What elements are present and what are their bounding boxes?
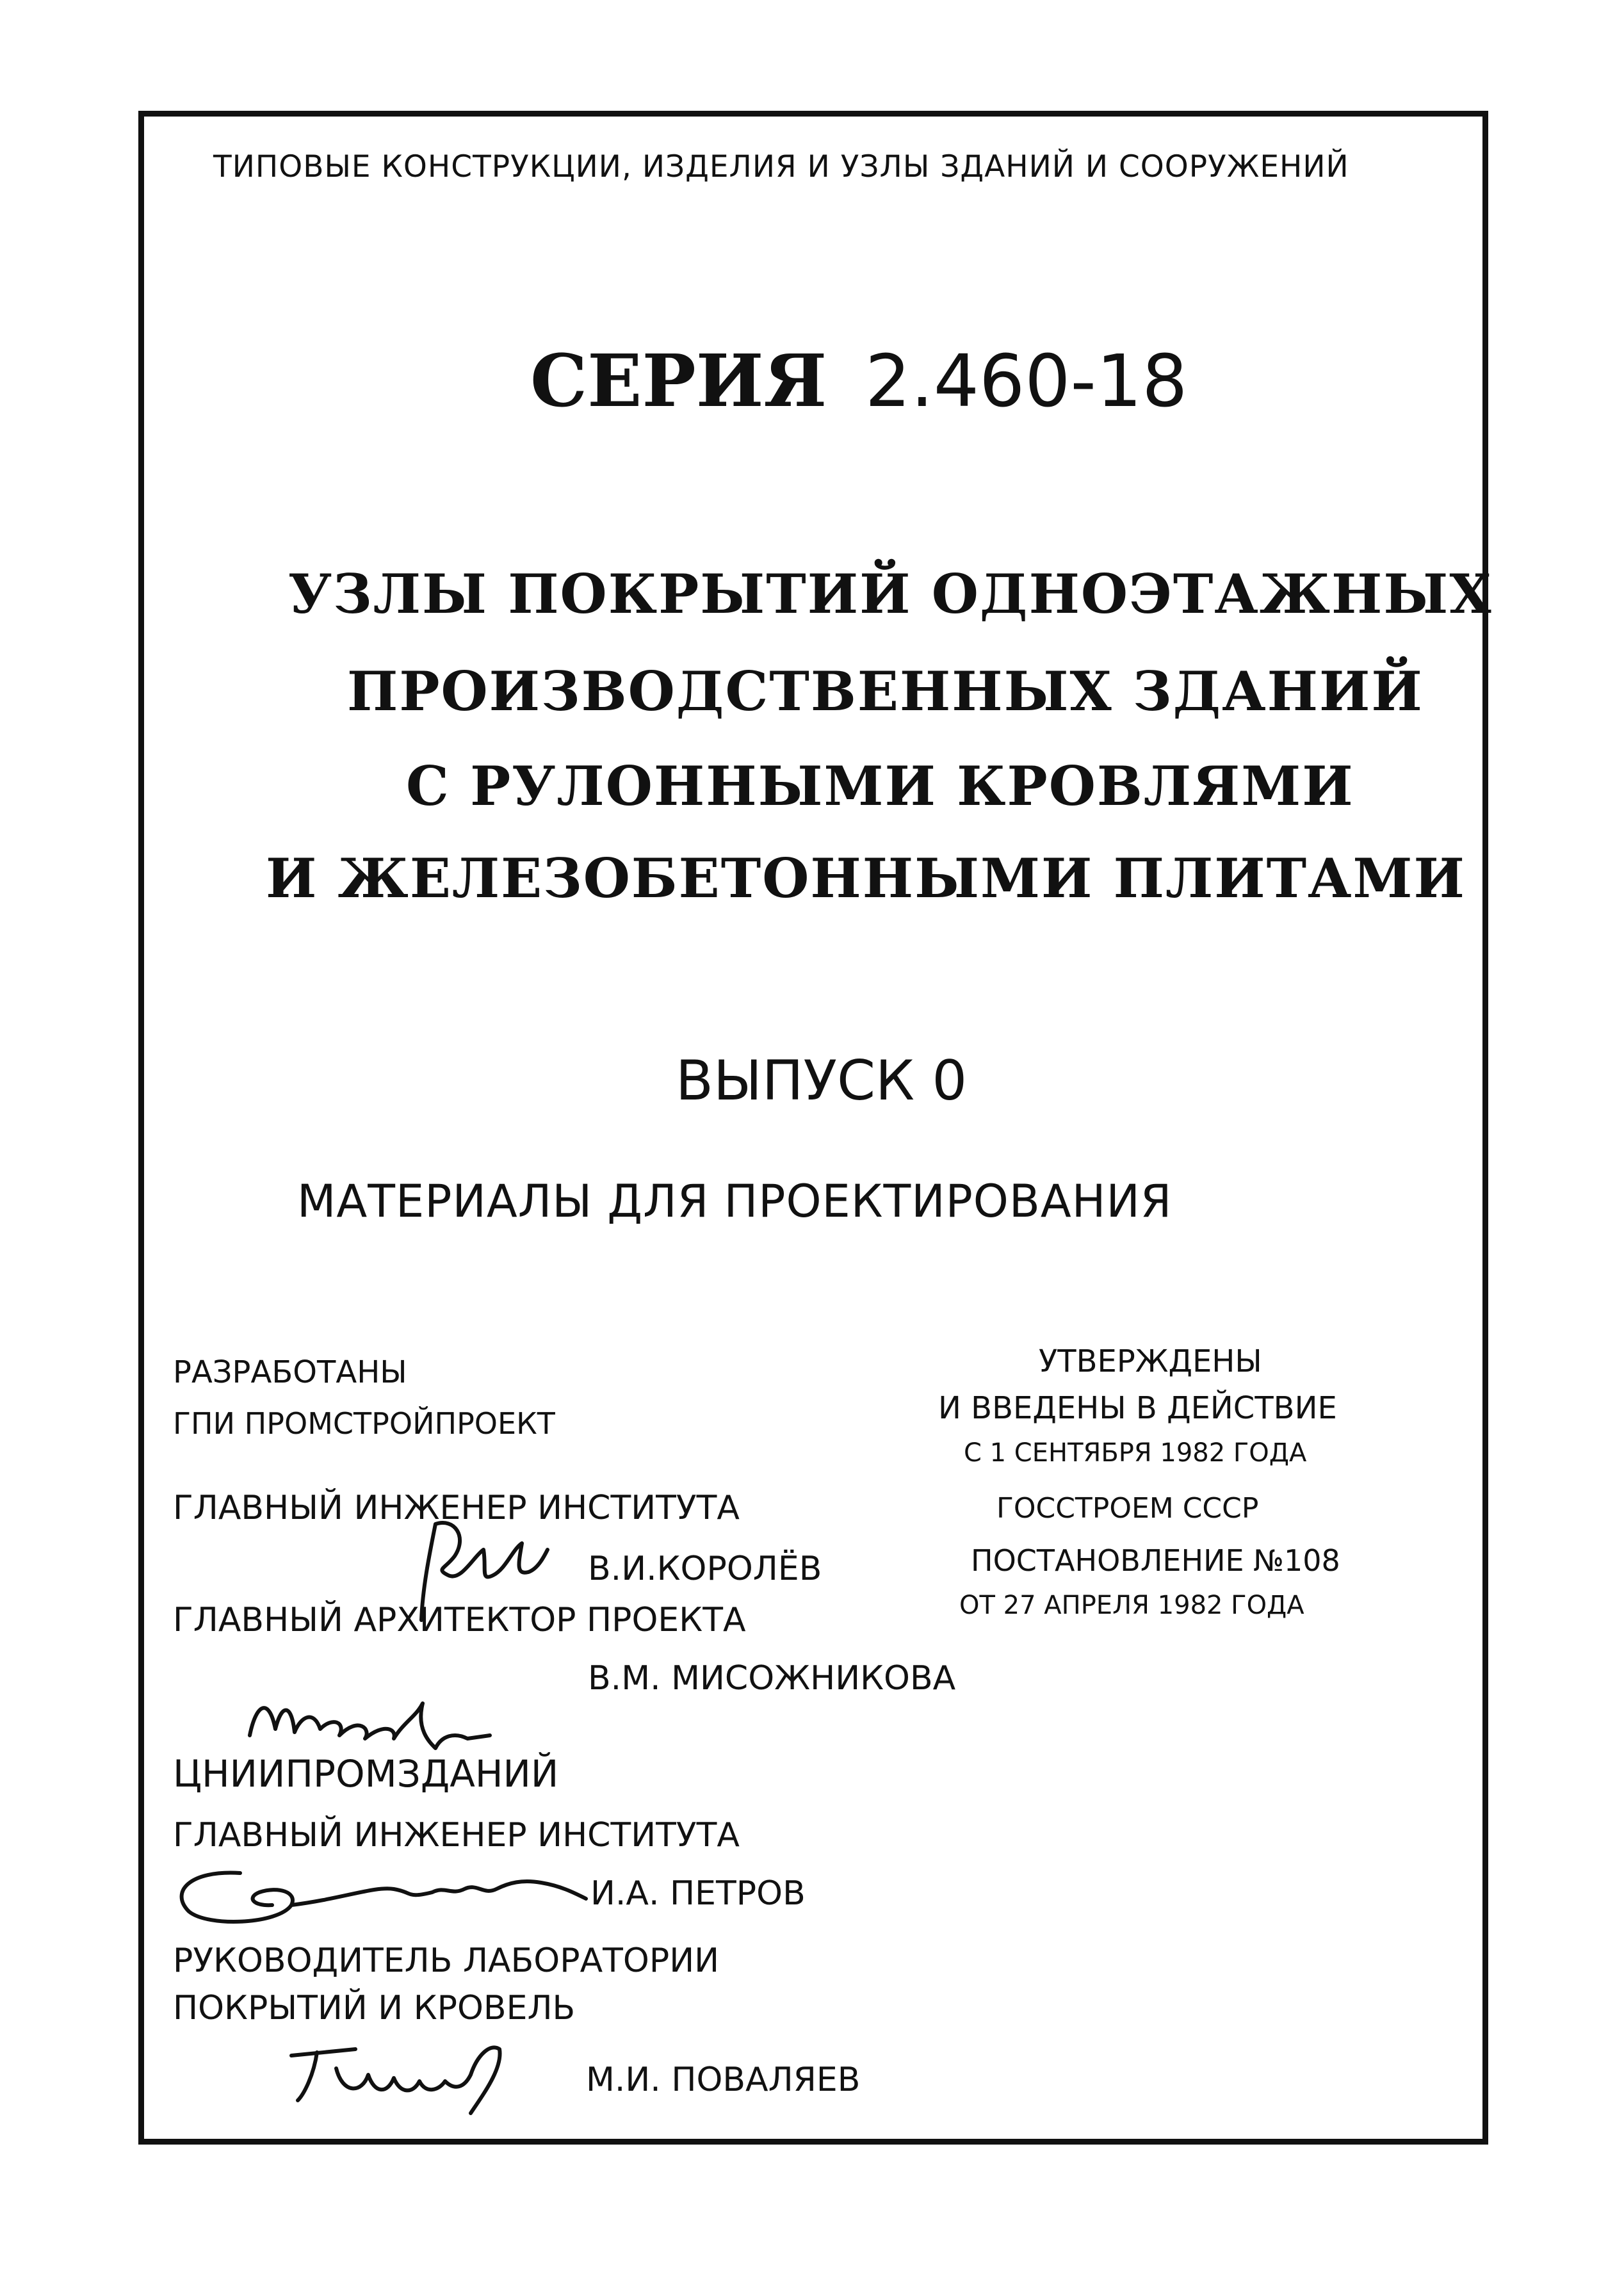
lab-head-name: М.И. ПОВАЛЯЕВ — [586, 2061, 861, 2099]
developed-org: ГПИ ПРОМСТРОЙПРОЕКТ — [173, 1406, 555, 1441]
approved-line-2: И ВВЕДЕНЫ В ДЕЙСТВИЕ — [938, 1390, 1337, 1426]
lab-head-title-1: РУКОВОДИТЕЛЬ ЛАБОРАТОРИИ — [173, 1942, 719, 1980]
approved-line-6: ОТ 27 АПРЕЛЯ 1982 ГОДА — [959, 1591, 1304, 1620]
series-line — [530, 339, 1187, 423]
title-line-1: УЗЛЫ ПОКРЫТИЙ ОДНОЭТАЖНЫХ — [288, 562, 1493, 626]
approved-line-3: С 1 СЕНТЯБРЯ 1982 ГОДА — [964, 1438, 1307, 1468]
signature-povalyaev — [279, 2030, 528, 2120]
chief-architect-title: ГЛАВНЫЙ АРХИТЕКТОР ПРОЕКТА — [173, 1601, 746, 1639]
signature-petrov — [163, 1860, 599, 1931]
series-number: 2.460-18 — [865, 340, 1188, 423]
title-line-3: С РУЛОННЫМИ КРОВЛЯМИ — [406, 754, 1354, 818]
approved-line-5: ПОСТАНОВЛЕНИЕ №108 — [971, 1543, 1340, 1578]
header-text: ТИПОВЫЕ КОНСТРУКЦИИ, ИЗДЕЛИЯ И УЗЛЫ ЗДАНИЙ И СООРУЖЕНИЙ — [213, 149, 1349, 184]
chief-architect-name: В.М. МИСОЖНИКОВА — [588, 1659, 956, 1698]
title-line-2: ПРОИЗВОДСТВЕННЫХ ЗДАНИЙ — [347, 660, 1424, 723]
approved-line-1: УТВЕРЖДЕНЫ — [1039, 1343, 1262, 1379]
approved-line-4: ГОССТРОЕМ СССР — [996, 1492, 1259, 1525]
signature-misozhnikova — [237, 1678, 493, 1755]
title-line-4: И ЖЕЛЕЗОБЕТОННЫМИ ПЛИТАМИ — [266, 847, 1466, 910]
developed-label: РАЗРАБОТАНЫ — [173, 1354, 407, 1390]
lab-head-title-2: ПОКРЫТИЙ И КРОВЕЛЬ — [173, 1989, 576, 2027]
issue-number: ВЫПУСК 0 — [676, 1049, 968, 1113]
chief-engineer-name: В.И.КОРОЛЁВ — [588, 1550, 822, 1588]
subtitle: МАТЕРИАЛЫ ДЛЯ ПРОЕКТИРОВАНИЯ — [297, 1175, 1173, 1228]
chief-engineer-2-name: И.А. ПЕТРОВ — [590, 1874, 806, 1913]
series-label: СЕРИЯ — [530, 339, 827, 423]
chief-engineer-2-title: ГЛАВНЫЙ ИНЖЕНЕР ИНСТИТУТА — [173, 1816, 740, 1854]
signature-korolev — [410, 1498, 551, 1633]
chief-engineer-title: ГЛАВНЫЙ ИНЖЕНЕР ИНСТИТУТА — [173, 1489, 740, 1527]
developed-org-2: ЦНИИПРОМЗДАНИЙ — [173, 1752, 559, 1796]
